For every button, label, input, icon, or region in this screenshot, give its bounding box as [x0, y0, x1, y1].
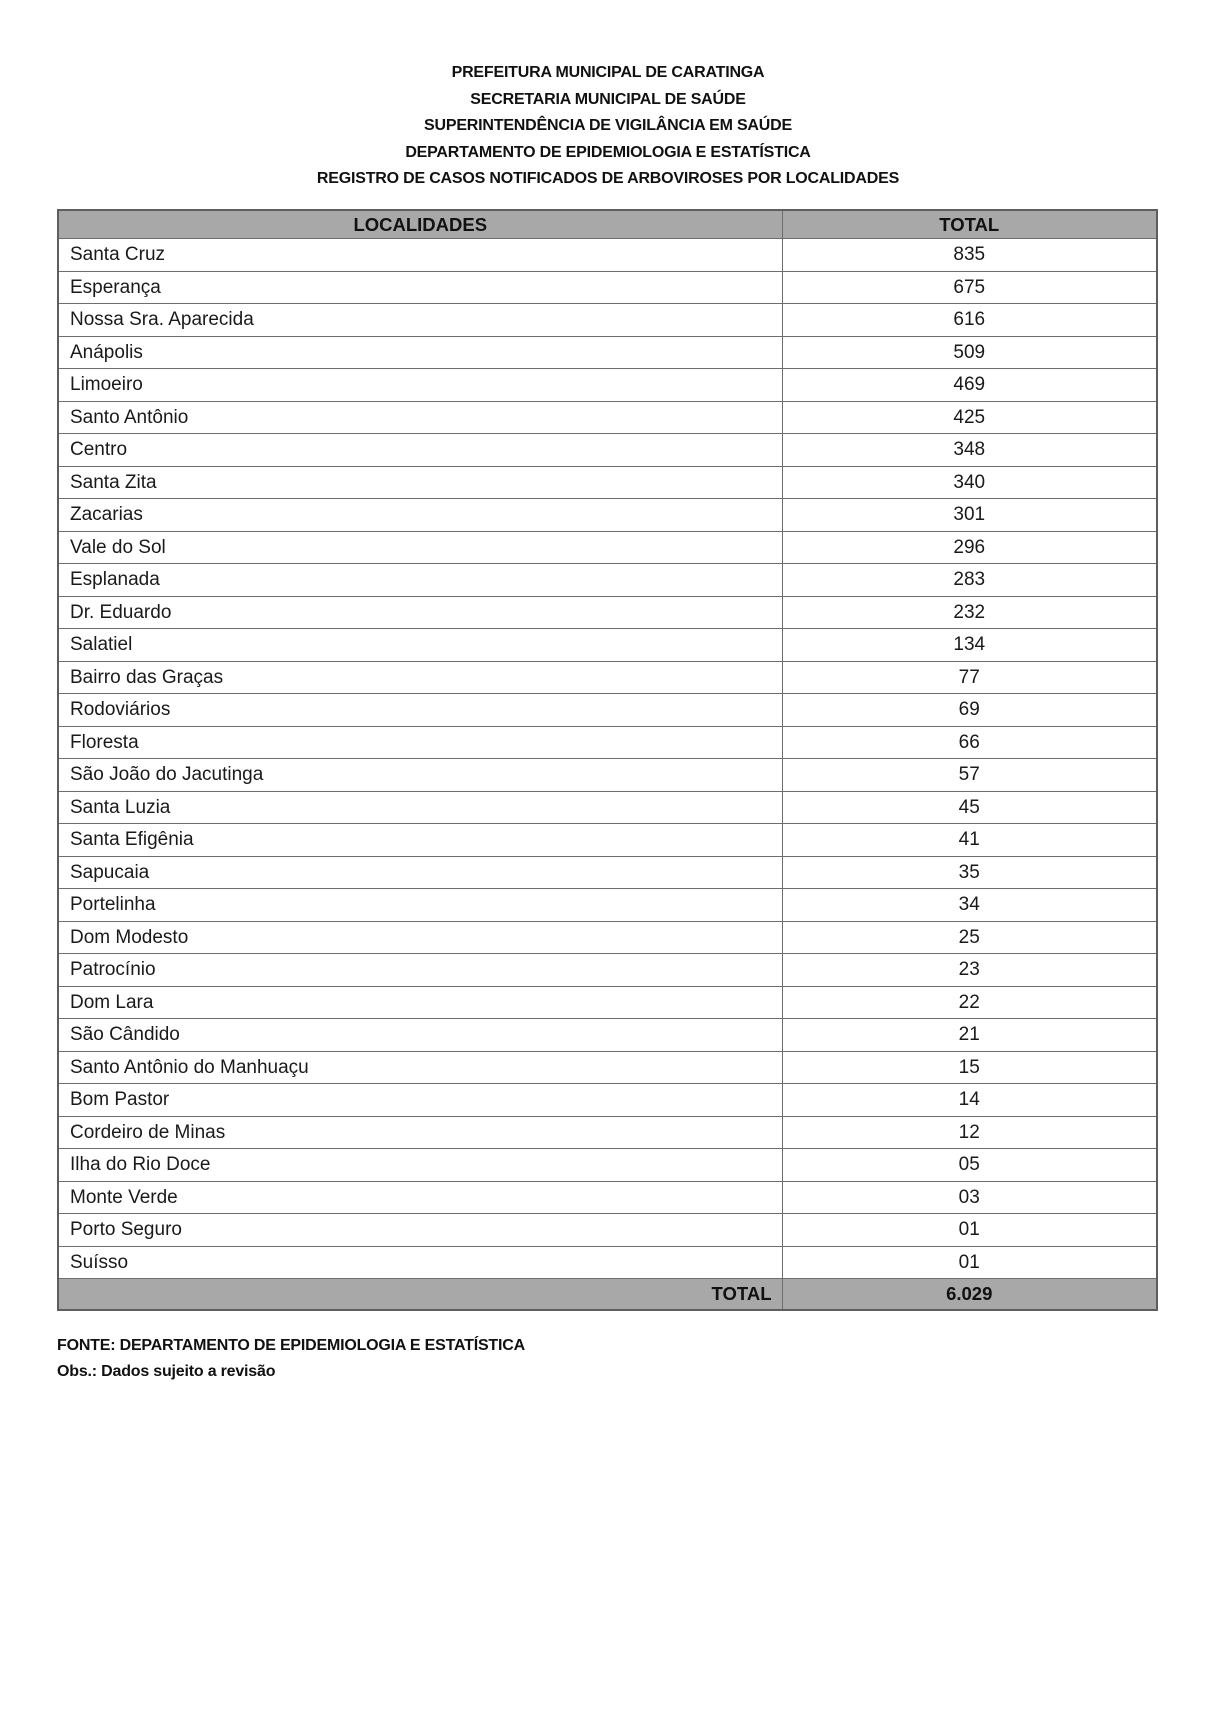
- table-row: [58, 759, 1157, 792]
- locality-name: Vale do Sol: [58, 531, 782, 564]
- table-row: [58, 564, 1157, 597]
- locality-name: Portelinha: [58, 889, 782, 922]
- table-row: [58, 694, 1157, 727]
- locality-name: Dom Modesto: [58, 921, 782, 954]
- locality-name: Suísso: [58, 1246, 782, 1279]
- locality-name: Anápolis: [58, 336, 782, 369]
- locality-total: 45: [782, 791, 1157, 824]
- header-line-departamento: DEPARTAMENTO DE EPIDEMIOLOGIA E ESTATÍSTICA: [405, 143, 811, 161]
- locality-name: Dom Lara: [58, 986, 782, 1019]
- document-header: [0, 60, 1216, 193]
- table-row: [58, 921, 1157, 954]
- locality-name: Santa Zita: [58, 466, 782, 499]
- locality-name: Esperança: [58, 271, 782, 304]
- locality-name: São Cândido: [58, 1019, 782, 1052]
- total-label: TOTAL: [58, 1279, 782, 1311]
- table-row: [58, 726, 1157, 759]
- locality-name: Patrocínio: [58, 954, 782, 987]
- table-row: [58, 661, 1157, 694]
- header-line-superintendencia: SUPERINTENDÊNCIA DE VIGILÂNCIA EM SAÚDE: [424, 117, 792, 135]
- table-row: [58, 1246, 1157, 1279]
- locality-total: 25: [782, 921, 1157, 954]
- table-row: [58, 336, 1157, 369]
- locality-total: 616: [782, 304, 1157, 337]
- locality-name: Bom Pastor: [58, 1084, 782, 1117]
- locality-total: 77: [782, 661, 1157, 694]
- table-row: [58, 239, 1157, 272]
- locality-total: 425: [782, 401, 1157, 434]
- column-header-localidades: LOCALIDADES: [58, 210, 782, 239]
- table-row: [58, 1116, 1157, 1149]
- locality-total: 69: [782, 694, 1157, 727]
- locality-total: 01: [782, 1246, 1157, 1279]
- locality-total: 22: [782, 986, 1157, 1019]
- locality-total: 348: [782, 434, 1157, 467]
- locality-name: Rodoviários: [58, 694, 782, 727]
- locality-total: 301: [782, 499, 1157, 532]
- table-row: [58, 401, 1157, 434]
- locality-total: 57: [782, 759, 1157, 792]
- table-row: [58, 1149, 1157, 1182]
- locality-name: Santa Luzia: [58, 791, 782, 824]
- cases-table-container: [57, 209, 1158, 1311]
- table-row: [58, 1084, 1157, 1117]
- table-row: [58, 434, 1157, 467]
- table-row: [58, 596, 1157, 629]
- table-row: [58, 791, 1157, 824]
- locality-name: Zacarias: [58, 499, 782, 532]
- locality-total: 34: [782, 889, 1157, 922]
- table-row: [58, 856, 1157, 889]
- table-row: [58, 1181, 1157, 1214]
- locality-name: Dr. Eduardo: [58, 596, 782, 629]
- locality-total: 232: [782, 596, 1157, 629]
- table-row: [58, 824, 1157, 857]
- document-title: REGISTRO DE CASOS NOTIFICADOS DE ARBOVIROSES POR LOCALIDADES: [316, 170, 900, 188]
- locality-total: 15: [782, 1051, 1157, 1084]
- column-header-total: TOTAL: [782, 210, 1157, 239]
- cases-by-locality-table: [57, 209, 1158, 1311]
- locality-name: Sapucaia: [58, 856, 782, 889]
- table-row: [58, 629, 1157, 662]
- revision-note: Obs.: Dados sujeito a revisão: [57, 1363, 276, 1380]
- locality-name: São João do Jacutinga: [58, 759, 782, 792]
- locality-name: Ilha do Rio Doce: [58, 1149, 782, 1182]
- locality-total: 134: [782, 629, 1157, 662]
- document-footer: [57, 1333, 525, 1385]
- source-note: FONTE: DEPARTAMENTO DE EPIDEMIOLOGIA E ESTATÍSTICA: [57, 1337, 525, 1354]
- header-line-prefeitura: PREFEITURA MUNICIPAL DE CARATINGA: [451, 64, 765, 81]
- locality-name: Esplanada: [58, 564, 782, 597]
- locality-name: Nossa Sra. Aparecida: [58, 304, 782, 337]
- table-body: [58, 239, 1157, 1279]
- table-row: [58, 1214, 1157, 1247]
- table-row: [58, 986, 1157, 1019]
- table-row: [58, 304, 1157, 337]
- locality-name: Porto Seguro: [58, 1214, 782, 1247]
- table-row: [58, 369, 1157, 402]
- locality-total: 66: [782, 726, 1157, 759]
- locality-name: Santo Antônio: [58, 401, 782, 434]
- table-row: [58, 499, 1157, 532]
- total-value: 6.029: [782, 1279, 1157, 1311]
- locality-total: 835: [782, 239, 1157, 272]
- table-row: [58, 1051, 1157, 1084]
- table-total-row: [58, 1279, 1157, 1311]
- locality-name: Santa Efigênia: [58, 824, 782, 857]
- locality-total: 509: [782, 336, 1157, 369]
- table-row: [58, 271, 1157, 304]
- locality-name: Santo Antônio do Manhuaçu: [58, 1051, 782, 1084]
- locality-total: 21: [782, 1019, 1157, 1052]
- locality-name: Santa Cruz: [58, 239, 782, 272]
- locality-total: 01: [782, 1214, 1157, 1247]
- table-row: [58, 531, 1157, 564]
- table-row: [58, 466, 1157, 499]
- header-line-secretaria: SECRETARIA MUNICIPAL DE SAÚDE: [470, 90, 746, 108]
- locality-name: Bairro das Graças: [58, 661, 782, 694]
- locality-total: 283: [782, 564, 1157, 597]
- locality-name: Floresta: [58, 726, 782, 759]
- locality-total: 12: [782, 1116, 1157, 1149]
- locality-total: 675: [782, 271, 1157, 304]
- locality-total: 23: [782, 954, 1157, 987]
- locality-name: Salatiel: [58, 629, 782, 662]
- locality-name: Centro: [58, 434, 782, 467]
- locality-name: Monte Verde: [58, 1181, 782, 1214]
- table-row: [58, 1019, 1157, 1052]
- table-row: [58, 954, 1157, 987]
- locality-name: Limoeiro: [58, 369, 782, 402]
- locality-total: 296: [782, 531, 1157, 564]
- locality-name: Cordeiro de Minas: [58, 1116, 782, 1149]
- locality-total: 35: [782, 856, 1157, 889]
- locality-total: 41: [782, 824, 1157, 857]
- locality-total: 14: [782, 1084, 1157, 1117]
- table-header-row: [58, 210, 1157, 239]
- locality-total: 469: [782, 369, 1157, 402]
- table-row: [58, 889, 1157, 922]
- locality-total: 05: [782, 1149, 1157, 1182]
- locality-total: 340: [782, 466, 1157, 499]
- locality-total: 03: [782, 1181, 1157, 1214]
